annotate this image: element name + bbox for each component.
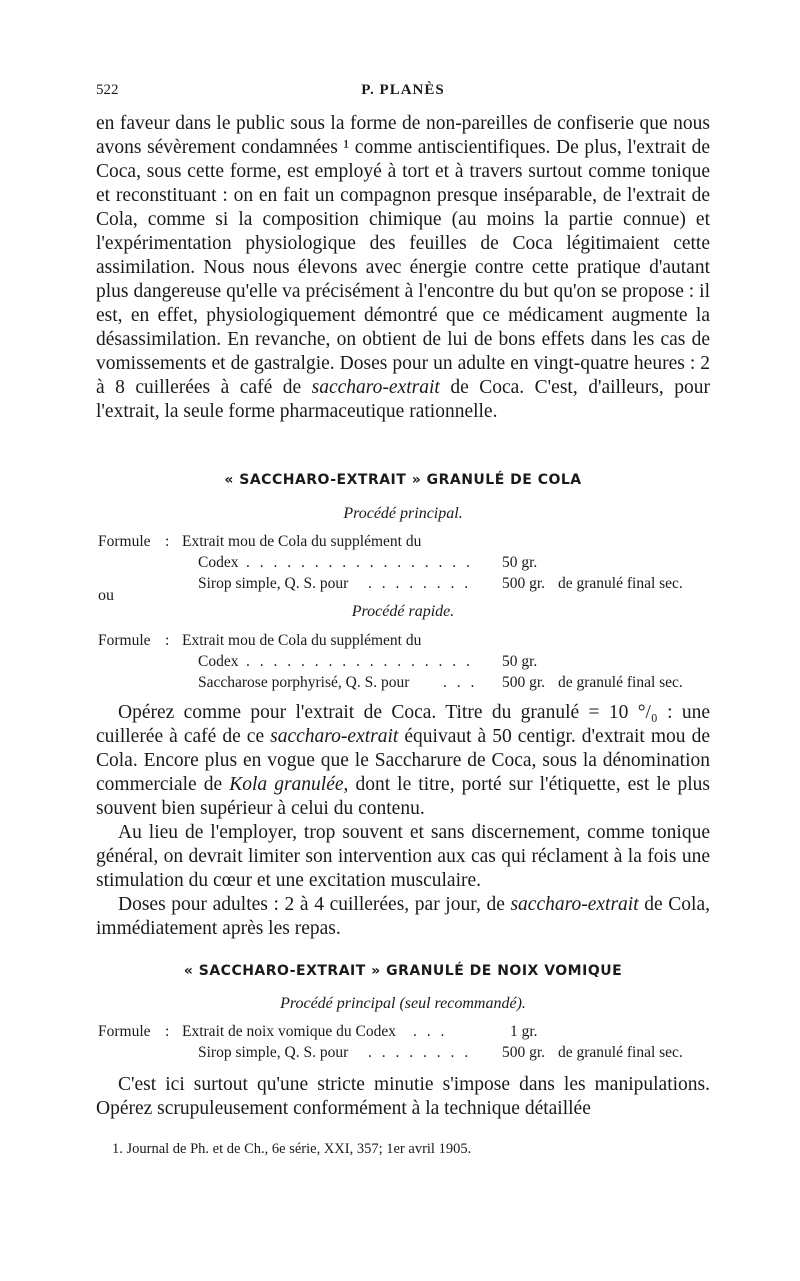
paragraph-text: C'est ici surtout qu'une stricte minutie s'impose dans les manipulations. Opérez scrupuleusement conformément à la technique détaillée bbox=[96, 1074, 710, 1119]
leader-dots: . . . . . . . . . . . . . . . . . bbox=[246, 653, 473, 670]
italic-term: saccharo-extrait bbox=[510, 894, 639, 915]
procede-principal-label: Procédé principal (seul recommandé). bbox=[280, 995, 526, 1012]
formula-ingredient: Codex bbox=[198, 653, 239, 670]
paragraph-operez bbox=[96, 701, 710, 821]
formula-cola-principal bbox=[98, 531, 712, 594]
section-title-cola: « SACCHARO-EXTRAIT » GRANULÉ DE COLA bbox=[224, 472, 582, 488]
formula-note: de granulé final sec. bbox=[558, 575, 683, 592]
formula-colon: : bbox=[165, 533, 170, 550]
formula-quantity: 500 gr. bbox=[502, 674, 546, 691]
formula-noix-vomique bbox=[98, 1021, 712, 1063]
formula-ingredient: Extrait mou de Cola du supplément du bbox=[182, 533, 422, 550]
section-title-noix-vomique: « SACCHARO-EXTRAIT » GRANULÉ DE NOIX VOMIQUE bbox=[183, 963, 623, 979]
paragraph-text: , dont le titre, porté sur l'étiquette, est le plus souvent bien supérieur à celui du contenu. bbox=[96, 774, 710, 819]
formula-note: de granulé final sec. bbox=[558, 674, 683, 691]
formula-ingredient: Extrait de noix vomique du Codex bbox=[182, 1023, 396, 1040]
running-head bbox=[96, 82, 710, 104]
formula-ingredient: Extrait mou de Cola du supplément du bbox=[182, 632, 422, 649]
paragraph-text: de Cola, immédiatement après les repas. bbox=[96, 894, 710, 939]
page-number: 522 bbox=[96, 82, 119, 98]
running-title: P. PLANÈS bbox=[361, 82, 445, 98]
paragraph-doses bbox=[96, 893, 710, 941]
formula-quantity: 1 gr. bbox=[510, 1023, 538, 1040]
formula-note: de granulé final sec. bbox=[558, 1044, 683, 1061]
formula-label: Formule bbox=[98, 1023, 151, 1040]
paragraph-au-lieu: Au lieu de l'employer, trop souvent et sans discernement, comme tonique général, on devrait limiter son intervention aux cas qui réclament à la fois une stimulation du cœur et une excitation musculaire. bbox=[96, 822, 710, 891]
leader-dots: . . . bbox=[413, 1023, 448, 1040]
formula-quantity: 500 gr. bbox=[502, 575, 546, 592]
formula-cola-rapide bbox=[98, 630, 712, 693]
italic-term: Kola granulée bbox=[229, 774, 344, 795]
italic-term: saccharo-extrait bbox=[311, 377, 440, 398]
paragraph-minutie bbox=[96, 1073, 710, 1121]
procede-principal-label: Procédé principal. bbox=[343, 505, 463, 522]
footnote: 1. Journal de Ph. et de Ch., 6e série, XXI, 357; 1er avril 1905. bbox=[112, 1141, 472, 1157]
formula-ingredient: Codex bbox=[198, 554, 239, 571]
procede-rapide-label: Procédé rapide. bbox=[351, 603, 455, 620]
formula-quantity: 50 gr. bbox=[502, 554, 538, 571]
formula-quantity: 500 gr. bbox=[502, 1044, 546, 1061]
leader-dots: . . . . . . . . bbox=[368, 575, 472, 592]
formula-colon: : bbox=[165, 632, 170, 649]
paragraph-text: Opérez comme pour l'extrait de Coca. Titre du granulé = 10 °/₀ : une cuillerée à café de ce bbox=[96, 702, 710, 747]
formula-ingredient: Saccharose porphyrisé, Q. S. pour bbox=[198, 674, 410, 691]
formula-quantity: 50 gr. bbox=[502, 653, 538, 670]
paragraph-text: Doses pour adultes : 2 à 4 cuillerées, par jour, de bbox=[118, 894, 505, 915]
formula-ingredient: Sirop simple, Q. S. pour bbox=[198, 1044, 349, 1061]
formula-label: Formule bbox=[98, 533, 151, 550]
paragraphs-cola bbox=[96, 701, 710, 941]
leader-dots: . . . . . . . . . . . . . . . . . bbox=[246, 554, 473, 571]
alternative-ou: ou bbox=[98, 587, 114, 604]
paragraph-text: équivaut à 50 centigr. d'extrait mou de Cola. Encore plus en vogue que le Saccharure de Coca, sous la dénomination commerciale de bbox=[96, 726, 710, 795]
formula-ingredient: Sirop simple, Q. S. pour bbox=[198, 575, 349, 592]
paragraph-text: en faveur dans le public sous la forme de non-pareilles de confiserie que nous avons sévèrement condamnées ¹ comme antiscientifiques. De plus, l'extrait de Coca, sous cette forme, est employé à tort et à travers surtout comme tonique et reconstituant : on en fait un compagnon presque inséparable, de l'extrait de Cola, comme si la composition chimique (au moins la partie connue) et l'expérimentation physiologique des feuilles de Coca légitimaient cette assimilation. Nous nous élevons avec énergie contre cette pratique d'autant plus dangereuse qu'elle va précisément à l'encontre du but qu'on se propose : il est, en effet, physiologiquement démontré que ce médicament augmente la désassimilation. En revanche, on obtient de lui de bons effets dans les cas de vomissements et de gastralgie. Doses pour un adulte en vingt-quatre heures : 2 à 8 cuillerées à café de bbox=[96, 113, 710, 398]
paragraph-text: de Coca. C'est, d'ailleurs, pour l'extrait, la seule forme pharmaceutique rationnelle. bbox=[96, 377, 710, 422]
italic-term: saccharo-extrait bbox=[270, 726, 399, 747]
formula-colon: : bbox=[165, 1023, 170, 1040]
paragraph-coca bbox=[96, 112, 710, 424]
leader-dots: . . . bbox=[443, 674, 478, 691]
leader-dots: . . . . . . . . bbox=[368, 1044, 472, 1061]
formula-label: Formule bbox=[98, 632, 151, 649]
